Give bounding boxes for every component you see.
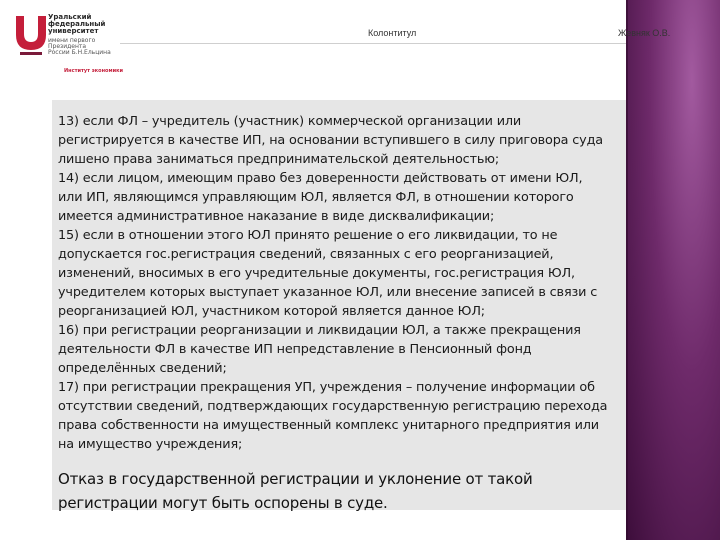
body-line: 16) при регистрации реорганизации и ликвидации ЮЛ, а также прекращения — [58, 323, 581, 338]
conclusion-line: Отказ в государственной регистрации и уклонение от такой — [58, 470, 533, 488]
logo-line-2: федеральный — [48, 20, 106, 28]
logo-u-icon — [12, 12, 50, 56]
logo-text — [48, 14, 132, 56]
body-line: 17) при регистрации прекращения УП, учреждения – получение информации об — [58, 380, 595, 395]
body-line: регистрируется в качестве ИП, на основании вступившего в силу приговора суда — [58, 133, 603, 148]
institute-label: Институт экономики — [64, 68, 123, 74]
body-line: лишено права заниматься предпринимательской деятельностью; — [58, 152, 500, 167]
body-line: деятельности ФЛ в качестве ИП непредставление в Пенсионный фонд — [58, 342, 532, 357]
header-author: Жевняк О.В. — [618, 28, 671, 38]
body-line: реорганизацией ЮЛ, участником которой является данное ЮЛ; — [58, 304, 485, 319]
body-line: или ИП, являющимся управляющим ЮЛ, является ФЛ, в отношении которого — [58, 190, 574, 205]
conclusion-text — [58, 467, 618, 515]
body-line: допускается гос.регистрация сведений, связанных с его реорганизацией, — [58, 247, 554, 262]
body-line: изменений, вносимых в его учредительные документы, гос.регистрация ЮЛ, — [58, 266, 575, 281]
logo-subtitle-1: имени первого Президента — [48, 37, 96, 50]
logo-line-1: Уральский — [48, 13, 92, 21]
body-line: 14) если лицом, имеющим право без доверенности действовать от имени ЮЛ, — [58, 171, 583, 186]
header-title: Колонтитул — [368, 28, 417, 38]
body-line: на имущество учреждения; — [58, 437, 243, 452]
body-line: права собственности на имущественный комплекс унитарного предприятия или — [58, 418, 599, 433]
university-logo — [12, 12, 132, 72]
body-line: 15) если в отношении этого ЮЛ принято решение о его ликвидации, то не — [58, 228, 558, 243]
body-text — [58, 112, 666, 454]
body-line: отсутствии сведений, подтверждающих государственную регистрацию перехода — [58, 399, 608, 414]
body-line: имеется административное наказание в виде дисквалификации; — [58, 209, 495, 224]
conclusion-line: регистрации могут быть оспорены в суде. — [58, 494, 388, 512]
body-line: учредителем которых выступает указанное ЮЛ, или внесение записей в связи с — [58, 285, 598, 300]
logo-subtitle-2: России Б.Н.Ельцина — [48, 49, 111, 56]
body-line: 13) если ФЛ – учредитель (участник) коммерческой организации или — [58, 114, 522, 129]
body-line: определённых сведений; — [58, 361, 227, 376]
header-divider — [120, 43, 626, 44]
logo-name — [48, 14, 132, 35]
logo-line-3: университет — [48, 27, 99, 35]
